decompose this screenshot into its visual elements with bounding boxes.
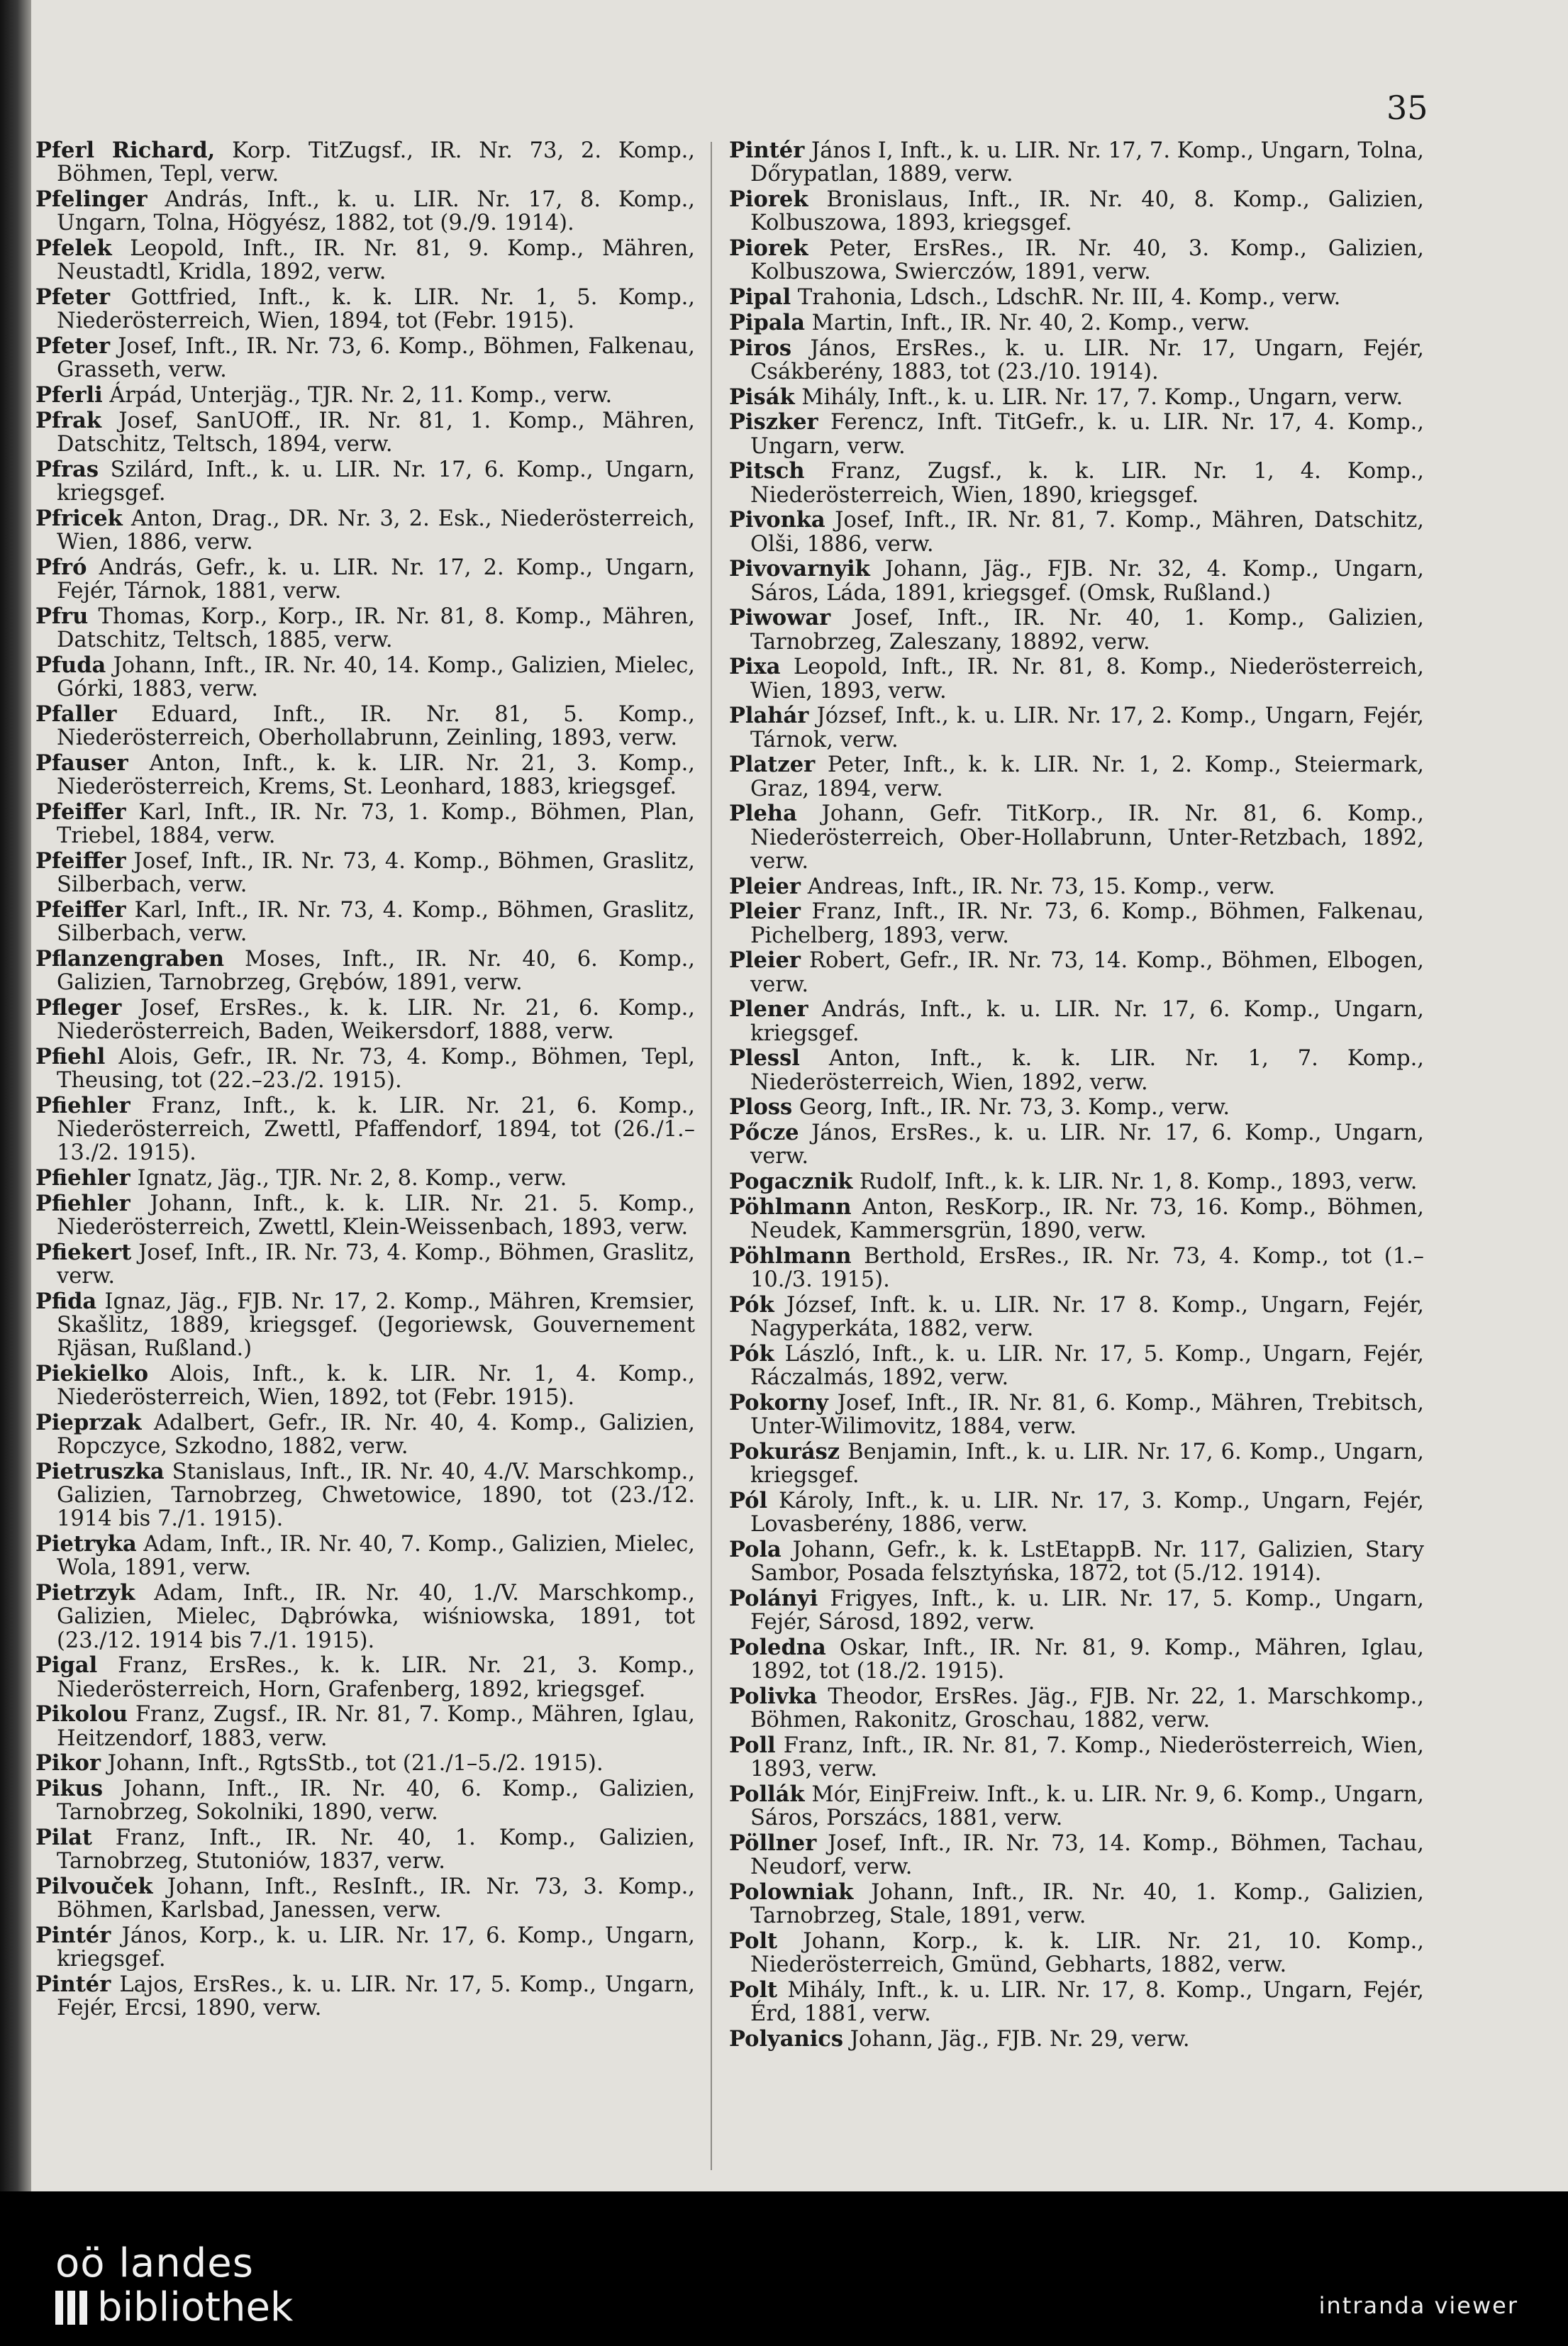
register-entry <box>35 1826 695 1873</box>
book-gutter <box>0 0 31 2191</box>
viewer-footer <box>0 2191 1568 2346</box>
register-entry <box>729 900 1424 947</box>
entry-surname: Pitsch <box>729 458 805 484</box>
entry-surname: Pfró <box>35 554 87 580</box>
register-entry <box>35 1703 695 1750</box>
entry-surname: Pfelek <box>35 235 112 261</box>
register-entry <box>729 1881 1424 1928</box>
register-entry <box>35 896 695 946</box>
entry-details: Franz, Inft., k. k. LIR. Nr. 21, 6. Komp., Niederösterreich, Zwettl, Pfaffendorf, 1894, tot (26./1.–13./2. 1915). <box>57 1093 695 1166</box>
register-entry <box>35 605 695 652</box>
entry-surname: Plahár <box>729 703 809 729</box>
entry-surname: Polyanics <box>729 2025 844 2052</box>
entry-surname: Pleier <box>729 947 801 974</box>
entry-surname: Piwowar <box>729 605 831 631</box>
entry-details: András, Gefr., k. u. LIR. Nr. 17, 2. Komp., Ungarn, Fejér, Tárnok, 1881, verw. <box>57 555 695 604</box>
entry-details: Josef, Inft., IR. Nr. 73, 4. Komp., Böhmen, Graslitz, verw. <box>57 1240 695 1289</box>
entry-details: Moses, Inft., IR. Nr. 40, 6. Komp., Galizien, Tarnobrzeg, Grębów, 1891, verw. <box>57 946 695 995</box>
entry-details: Ignaz, Jäg., FJB. Nr. 17, 2. Komp., Mähren, Kremsier, Skašlitz, 1889, kriegsgef. (Jegoriewsk, Gouvernement Rjäsan, Rußland.) <box>57 1289 695 1362</box>
register-entry <box>35 1924 695 1971</box>
register-entry <box>35 335 695 382</box>
entry-surname: Piekielko <box>35 1361 149 1386</box>
register-entry <box>729 1783 1424 1830</box>
entry-details: András, Inft., k. u. LIR. Nr. 17, 6. Komp., Ungarn, kriegsgef. <box>750 997 1424 1046</box>
entry-surname: Plener <box>729 996 808 1023</box>
entry-details: Frigyes, Inft., k. u. LIR. Nr. 17, 5. Komp., Ungarn, Fejér, Sárosd, 1892, verw. <box>750 1586 1424 1635</box>
register-entry <box>35 1460 695 1531</box>
logo-bars-icon <box>55 2291 87 2325</box>
register-entry <box>729 557 1424 604</box>
entry-surname: Pfida <box>35 1288 97 1314</box>
register-entry <box>729 1245 1424 1291</box>
entry-details: Benjamin, Inft., k. u. LIR. Nr. 17, 6. Komp., Ungarn, kriegsgef. <box>750 1439 1424 1489</box>
entry-details: Karl, Inft., IR. Nr. 73, 1. Komp., Böhmen, Plan, Triebel, 1884, verw. <box>57 799 695 848</box>
entry-details: Karl, Inft., IR. Nr. 73, 4. Komp., Böhmen, Graslitz, Silberbach, verw. <box>57 897 695 946</box>
entry-surname: Piros <box>729 335 792 361</box>
entry-details: József, Inft. k. u. LIR. Nr. 17 8. Komp., Ungarn, Fejér, Nagyperkáta, 1882, verw. <box>750 1292 1424 1342</box>
entry-details: Franz, Inft., IR. Nr. 73, 6. Komp., Böhmen, Falkenau, Pichelberg, 1893, verw. <box>750 899 1424 948</box>
register-entry <box>729 1391 1424 1438</box>
entry-details: Berthold, ErsRes., IR. Nr. 73, 4. Komp., tot (1.–10./3. 1915). <box>750 1243 1424 1293</box>
entry-details: Oskar, Inft., IR. Nr. 81, 9. Komp., Mähren, Iglau, 1892, tot (18./2. 1915). <box>750 1635 1424 1684</box>
entry-surname: Pietrzyk <box>35 1580 135 1606</box>
register-entry <box>729 1734 1424 1781</box>
entry-surname: Pfiehl <box>35 1043 106 1069</box>
register-entry <box>35 139 695 186</box>
entry-details: Johann, Inft., ResInft., IR. Nr. 73, 3. Komp., Böhmen, Karlsbad, Janessen, verw. <box>57 1874 695 1923</box>
entry-details: Adam, Inft., IR. Nr. 40, 1./V. Marschkomp., Galizien, Mielec, Dąbrówka, wiśniowska, 1891, tot (23./12. 1914 bis 7./1. 1915). <box>57 1581 695 1653</box>
entry-details: Josef, ErsRes., k. k. LIR. Nr. 21, 6. Komp., Niederösterreich, Baden, Weikersdorf, 1888, verw. <box>57 995 695 1044</box>
register-entry <box>35 1167 695 1190</box>
entry-details: Georg, Inft., IR. Nr. 73, 3. Komp., verw. <box>792 1095 1230 1121</box>
entry-details: Anton, Inft., k. k. LIR. Nr. 1, 7. Komp., Niederösterreich, Wien, 1892, verw. <box>750 1046 1424 1095</box>
register-entry <box>35 1581 695 1652</box>
entry-details: Franz, Inft., IR. Nr. 81, 7. Komp., Niederösterreich, Wien, 1893, verw. <box>750 1733 1424 1782</box>
entry-surname: Pöhlmann <box>729 1243 852 1269</box>
register-entry <box>729 1636 1424 1683</box>
entry-details: József, Inft., k. u. LIR. Nr. 17, 2. Komp., Ungarn, Fejér, Tárnok, verw. <box>750 704 1424 752</box>
entry-surname: Pfeter <box>35 333 111 359</box>
register-entry <box>729 1538 1424 1585</box>
entry-details: Anton, ResKorp., IR. Nr. 73, 16. Komp., Böhmen, Neudek, Kammersgrün, 1890, verw. <box>750 1194 1424 1244</box>
register-entry <box>729 1047 1424 1094</box>
register-entry <box>729 386 1424 409</box>
entry-details: Anton, Inft., k. k. LIR. Nr. 21, 3. Komp., Niederösterreich, Krems, St. Leonhard, 1883, kriegsgef. <box>57 750 695 799</box>
entry-surname: Pók <box>729 1291 774 1318</box>
entry-surname: Pfeiffer <box>35 799 126 825</box>
entry-surname: Pikus <box>35 1776 103 1802</box>
entry-details: János, ErsRes., k. u. LIR. Nr. 17, 6. Komp., Ungarn, verw. <box>750 1121 1424 1169</box>
register-entry <box>729 998 1424 1045</box>
register-entry <box>729 606 1424 653</box>
entry-surname: Pfeiffer <box>35 847 126 874</box>
logo-text-top: oö landes <box>55 2240 254 2286</box>
register-entry <box>729 337 1424 384</box>
entry-details: János, Korp., k. u. LIR. Nr. 17, 6. Komp., Ungarn, kriegsgef. <box>57 1923 695 1972</box>
entry-surname: Pól <box>729 1487 768 1513</box>
entry-surname: Pfrak <box>35 407 102 433</box>
entry-details: Mihály, Inft., k. u. LIR. Nr. 17, 7. Komp., Ungarn, verw. <box>794 384 1403 410</box>
entry-details: Josef, Inft., IR. Nr. 73, 14. Komp., Böhmen, Tachau, Neudorf, verw. <box>750 1830 1424 1880</box>
entry-details: Johann, Inft., IR. Nr. 40, 14. Komp., Galizien, Mielec, Górki, 1883, verw. <box>57 652 695 701</box>
entry-details: Adam, Inft., IR. Nr. 40, 7. Komp., Galizien, Mielec, Wola, 1891, verw. <box>57 1532 695 1581</box>
register-entry <box>35 1290 695 1361</box>
entry-details: Leopold, Inft., IR. Nr. 81, 8. Komp., Niederösterreich, Wien, 1893, verw. <box>750 655 1424 704</box>
entry-details: Johann, Inft., RgtsStb., tot (21./1–5./2. 1915). <box>101 1751 604 1777</box>
register-entry <box>35 801 695 847</box>
register-entry <box>35 1094 695 1165</box>
entry-surname: Pikolou <box>35 1701 128 1728</box>
register-entry <box>729 1170 1424 1194</box>
register-entry <box>729 188 1424 235</box>
entry-surname: Pokorny <box>729 1389 828 1416</box>
entry-surname: Pfelinger <box>35 187 148 212</box>
entry-details: Szilárd, Inft., k. u. LIR. Nr. 17, 6. Komp., Ungarn, kriegsgef. <box>57 457 695 506</box>
entry-details: Franz, Inft., IR. Nr. 40, 1. Komp., Galizien, Tarnobrzeg, Stutoniów, 1837, verw. <box>57 1825 695 1874</box>
entry-surname: Polt <box>729 1977 778 2003</box>
entry-surname: Pisák <box>729 384 795 410</box>
register-entry <box>35 1777 695 1824</box>
entry-details: Peter, ErsRes., IR. Nr. 40, 3. Komp., Galizien, Kolbuszowa, Swierczów, 1891, verw. <box>750 236 1424 285</box>
entry-details: Johann, Gefr., k. k. LstEtappB. Nr. 117, Galizien, Stary Sambor, Posada felsztyńska, 1872, tot (5./12. 1914). <box>750 1537 1424 1586</box>
register-entry <box>729 1440 1424 1487</box>
register-entry <box>729 655 1424 702</box>
register-entry <box>35 703 695 750</box>
register-entry <box>729 1096 1424 1119</box>
register-entry <box>729 1196 1424 1243</box>
register-entry <box>35 1973 695 2020</box>
entry-details: Károly, Inft., k. u. LIR. Nr. 17, 3. Komp., Ungarn, Fejér, Lovasberény, 1886, verw. <box>750 1488 1424 1538</box>
entry-surname: Pixa <box>729 654 781 680</box>
entry-surname: Pfiehler <box>35 1092 130 1118</box>
register-entry <box>729 1121 1424 1168</box>
entry-surname: Pola <box>729 1536 782 1562</box>
page-number: 35 <box>1386 89 1428 127</box>
entry-details: Theodor, ErsRes. Jäg., FJB. Nr. 22, 1. Marschkomp., Böhmen, Rakonitz, Groschau, 1882, verw. <box>750 1684 1424 1733</box>
entry-surname: Pipala <box>729 309 805 335</box>
register-entry <box>729 460 1424 506</box>
entry-details: Andreas, Inft., IR. Nr. 73, 15. Komp., verw. <box>801 874 1276 899</box>
entry-details: András, Inft., k. u. LIR. Nr. 17, 8. Komp., Ungarn, Tolna, Högyész, 1882, tot (9./9. 1914). <box>57 187 695 236</box>
entry-surname: Polt <box>729 1928 778 1954</box>
register-entry <box>35 409 695 456</box>
register-entry <box>35 1362 695 1409</box>
entry-surname: Pfiekert <box>35 1239 132 1265</box>
register-entry <box>35 1411 695 1458</box>
entry-surname: Pferl Richard, <box>35 138 216 163</box>
entry-details: János, ErsRes., k. u. LIR. Nr. 17, Ungarn, Fejér, Csákberény, 1883, tot (23./10. 1914). <box>750 335 1424 384</box>
register-entry <box>729 704 1424 751</box>
register-entry <box>729 875 1424 899</box>
entry-surname: Pilat <box>35 1825 92 1851</box>
entry-surname: Poledna <box>729 1634 826 1660</box>
entry-details: Eduard, Inft., IR. Nr. 81, 5. Komp., Niederösterreich, Oberhollabrunn, Zeinling, 1893, verw. <box>57 701 695 750</box>
entry-surname: Pfru <box>35 603 89 629</box>
register-entry <box>35 188 695 235</box>
register-entry <box>35 1875 695 1922</box>
entry-details: Bronislaus, Inft., IR. Nr. 40, 8. Komp., Galizien, Kolbuszowa, 1893, kriegsgef. <box>750 187 1424 236</box>
entry-surname: Polivka <box>729 1683 818 1709</box>
entry-surname: Ploss <box>729 1094 793 1121</box>
entry-surname: Pivovarnyik <box>729 556 870 582</box>
entry-details: Johann, Inft., IR. Nr. 40, 1. Komp., Galizien, Tarnobrzeg, Stale, 1891, verw. <box>750 1879 1424 1929</box>
entry-surname: Pfeiffer <box>35 896 126 923</box>
register-entry <box>35 556 695 603</box>
entry-details: László, Inft., k. u. LIR. Nr. 17, 5. Komp., Ungarn, Fejér, Ráczalmás, 1892, verw. <box>750 1341 1424 1391</box>
register-entry <box>35 1241 695 1288</box>
register-entry <box>35 286 695 333</box>
entry-surname: Pfeter <box>35 284 111 310</box>
entry-surname: Pokurász <box>729 1438 840 1464</box>
register-entry <box>729 949 1424 996</box>
entry-surname: Pilvouček <box>35 1874 153 1900</box>
register-entry <box>35 752 695 799</box>
register-entry <box>35 1045 695 1092</box>
entry-details: Josef, SanUOff., IR. Nr. 81, 1. Komp., Mähren, Datschitz, Teltsch, 1894, verw. <box>57 408 695 457</box>
entry-details: Lajos, ErsRes., k. u. LIR. Nr. 17, 5. Komp., Ungarn, Fejér, Ercsi, 1890, verw. <box>57 1972 695 2021</box>
left-column <box>35 139 695 2022</box>
entry-surname: Pleier <box>729 899 801 925</box>
entry-surname: Platzer <box>729 752 816 778</box>
entry-surname: Pfaller <box>35 701 117 727</box>
entry-details: Trahonia, Ldsch., LdschR. Nr. III, 4. Komp., verw. <box>791 285 1341 310</box>
entry-details: Martin, Inft., IR. Nr. 40, 2. Komp., verw. <box>804 310 1250 335</box>
entry-details: Peter, Inft., k. k. LIR. Nr. 1, 2. Komp., Steiermark, Graz, 1894, verw. <box>750 752 1424 801</box>
entry-details: János I, Inft., k. u. LIR. Nr. 17, 7. Komp., Ungarn, Tolna, Dőrypatlan, 1889, verw. <box>750 138 1424 187</box>
register-entry <box>729 311 1424 335</box>
entry-surname: Pigal <box>35 1652 98 1679</box>
entry-details: Adalbert, Gefr., IR. Nr. 40, 4. Komp., Galizien, Ropczyce, Szkodno, 1882, verw. <box>57 1411 695 1460</box>
viewer-label: intranda viewer <box>1318 2292 1518 2319</box>
register-entry <box>729 139 1424 186</box>
entry-details: Leopold, Inft., IR. Nr. 81, 9. Komp., Mähren, Neustadtl, Kridla, 1892, verw. <box>57 236 695 285</box>
entry-surname: Pöhlmann <box>729 1194 852 1220</box>
entry-details: Rudolf, Inft., k. k. LIR. Nr. 1, 8. Komp., 1893, verw. <box>852 1169 1418 1195</box>
entry-surname: Pogacznik <box>729 1169 853 1195</box>
entry-details: Franz, Zugsf., k. k. LIR. Nr. 1, 4. Komp., Niederösterreich, Wien, 1890, kriegsgef. <box>750 459 1424 508</box>
entry-details: Alois, Gefr., IR. Nr. 73, 4. Komp., Böhmen, Tepl, Theusing, tot (22.–23./2. 1915). <box>57 1044 695 1093</box>
entry-details: Johann, Korp., k. k. LIR. Nr. 21, 10. Komp., Niederösterreich, Gmünd, Gebharts, 1882, verw. <box>750 1928 1424 1978</box>
logo-text-bottom: bibliothek <box>97 2284 294 2330</box>
entry-surname: Pivonka <box>729 507 825 533</box>
register-entry <box>35 237 695 284</box>
entry-surname: Pollák <box>729 1781 805 1807</box>
register-entry <box>729 508 1424 555</box>
register-entry <box>35 654 695 701</box>
register-entry <box>729 411 1424 457</box>
entry-details: Árpád, Unterjäg., TJR. Nr. 2, 11. Komp., verw. <box>102 383 613 408</box>
entry-details: Josef, Inft., IR. Nr. 81, 6. Komp., Mähren, Trebitsch, Unter-Wilimovitz, 1884, verw. <box>750 1390 1424 1440</box>
entry-surname: Plessl <box>729 1045 800 1072</box>
entry-details: Anton, Drag., DR. Nr. 3, 2. Esk., Niederösterreich, Wien, 1886, verw. <box>57 506 695 555</box>
register-entry <box>35 1192 695 1239</box>
register-entry <box>729 802 1424 873</box>
entry-surname: Pflanzengraben <box>35 945 225 972</box>
register-entry <box>729 1685 1424 1732</box>
entry-details: Johann, Inft., k. k. LIR. Nr. 21. 5. Komp., Niederösterreich, Zwettl, Klein-Weissenbach, 1893, verw. <box>57 1191 695 1240</box>
entry-surname: Pipal <box>729 284 791 310</box>
entry-surname: Pikor <box>35 1750 101 1777</box>
entry-surname: Poll <box>729 1732 776 1758</box>
register-entry <box>729 286 1424 309</box>
entry-details: Korp. TitZugsf., IR. Nr. 73, 2. Komp., Böhmen, Tepl, verw. <box>57 138 695 187</box>
entry-details: Johann, Jäg., FJB. Nr. 32, 4. Komp., Ungarn, Sáros, Láda, 1891, kriegsgef. (Omsk, Rußland.) <box>750 557 1424 606</box>
entry-surname: Pfiehler <box>35 1190 130 1216</box>
entry-surname: Pleier <box>729 873 801 899</box>
entry-details: Alois, Inft., k. k. LIR. Nr. 1, 4. Komp., Niederösterreich, Wien, 1892, tot (Febr. 1915). <box>57 1362 695 1411</box>
entry-surname: Piorek <box>729 235 808 261</box>
register-entry <box>35 507 695 554</box>
entry-details: Mór, EinjFreiw. Inft., k. u. LIR. Nr. 9, 6. Komp., Ungarn, Sáros, Porszács, 1881, verw. <box>750 1781 1424 1831</box>
entry-details: Ferencz, Inft. TitGefr., k. u. LIR. Nr. 17, 4. Komp., Ungarn, verw. <box>750 410 1424 459</box>
column-divider <box>711 142 712 2170</box>
register-entry <box>729 1291 1424 1342</box>
entry-details: Josef, Inft., IR. Nr. 73, 4. Komp., Böhmen, Graslitz, Silberbach, verw. <box>57 848 695 897</box>
entry-details: Josef, Inft., IR. Nr. 81, 7. Komp., Mähren, Datschitz, Olši, 1886, verw. <box>750 508 1424 557</box>
entry-details: Mihály, Inft., k. u. LIR. Nr. 17, 8. Komp., Ungarn, Fejér, Érd, 1881, verw. <box>750 1977 1424 2027</box>
entry-details: Johann, Jäg., FJB. Nr. 29, verw. <box>843 2026 1190 2052</box>
entry-surname: Pfauser <box>35 750 128 776</box>
entry-surname: Pfiehler <box>35 1165 130 1191</box>
entry-details: Robert, Gefr., IR. Nr. 73, 14. Komp., Böhmen, Elbogen, verw. <box>750 948 1424 997</box>
entry-surname: Pfricek <box>35 505 123 531</box>
entry-surname: Piszker <box>729 409 818 435</box>
entry-surname: Pfuda <box>35 652 106 678</box>
register-entry <box>729 1587 1424 1634</box>
entry-details: Franz, Zugsf., IR. Nr. 81, 7. Komp., Mähren, Iglau, Heitzendorf, 1883, verw. <box>57 1702 695 1751</box>
entry-surname: Pieprzak <box>35 1410 142 1435</box>
entry-surname: Pók <box>729 1340 774 1367</box>
right-column <box>729 139 1424 2053</box>
register-entry <box>35 384 695 407</box>
register-entry <box>729 753 1424 800</box>
library-logo[interactable] <box>55 2242 293 2330</box>
entry-details: Johann, Gefr. TitKorp., IR. Nr. 81, 6. Komp., Niederösterreich, Ober-Hollabrunn, Unter-Retzbach, 1892, verw. <box>750 801 1424 874</box>
entry-surname: Pleha <box>729 801 797 827</box>
register-entry <box>35 996 695 1043</box>
entry-surname: Pöllner <box>729 1830 817 1856</box>
entry-details: Gottfried, Inft., k. k. LIR. Nr. 1, 5. Komp., Niederösterreich, Wien, 1894, tot (Febr. 1915). <box>57 285 695 334</box>
register-entry <box>35 847 695 897</box>
entry-details: Johann, Inft., IR. Nr. 40, 6. Komp., Galizien, Tarnobrzeg, Sokolniki, 1890, verw. <box>57 1777 695 1825</box>
entry-surname: Polányi <box>729 1585 818 1611</box>
entry-details: Thomas, Korp., Korp., IR. Nr. 81, 8. Komp., Mähren, Datschitz, Teltsch, 1885, verw. <box>57 604 695 652</box>
entry-surname: Pintér <box>35 1972 111 1998</box>
entry-details: Franz, ErsRes., k. k. LIR. Nr. 21, 3. Komp., Niederösterreich, Horn, Grafenberg, 1892, kriegsgef. <box>57 1653 695 1702</box>
register-entry <box>35 947 695 994</box>
entry-surname: Pietruszka <box>35 1459 165 1484</box>
entry-details: Josef, Inft., IR. Nr. 40, 1. Komp., Galizien, Tarnobrzeg, Zaleszany, 18892, verw. <box>750 606 1424 655</box>
entry-surname: Polowniak <box>729 1879 854 1905</box>
entry-surname: Pietryka <box>35 1531 137 1557</box>
register-entry <box>729 1832 1424 1879</box>
entry-surname: Pőcze <box>729 1120 799 1146</box>
register-entry <box>729 2025 1424 2052</box>
register-entry <box>35 458 695 505</box>
entry-surname: Pfleger <box>35 994 122 1021</box>
register-entry <box>35 1533 695 1579</box>
register-entry <box>35 1654 695 1701</box>
register-entry <box>729 237 1424 284</box>
entry-surname: Pintér <box>35 1923 111 1949</box>
entry-surname: Piorek <box>729 187 808 212</box>
entry-surname: Pfras <box>35 456 99 482</box>
entry-surname: Pferli <box>35 382 103 408</box>
register-entry <box>729 1979 1424 2025</box>
register-entry <box>729 1489 1424 1536</box>
register-entry <box>729 1930 1424 1977</box>
entry-surname: Pintér <box>729 138 805 163</box>
entry-details: Ignatz, Jäg., TJR. Nr. 2, 8. Komp., verw. <box>130 1166 567 1191</box>
register-entry <box>35 1752 695 1775</box>
entry-details: Stanislaus, Inft., IR. Nr. 40, 4./V. Marschkomp., Galizien, Tarnobrzeg, Chwetowice, 1890, tot (23./12. 1914 bis 7./1. 1915). <box>57 1460 695 1532</box>
register-entry <box>729 1342 1424 1389</box>
entry-details: Josef, Inft., IR. Nr. 73, 6. Komp., Böhmen, Falkenau, Grasseth, verw. <box>57 334 695 383</box>
